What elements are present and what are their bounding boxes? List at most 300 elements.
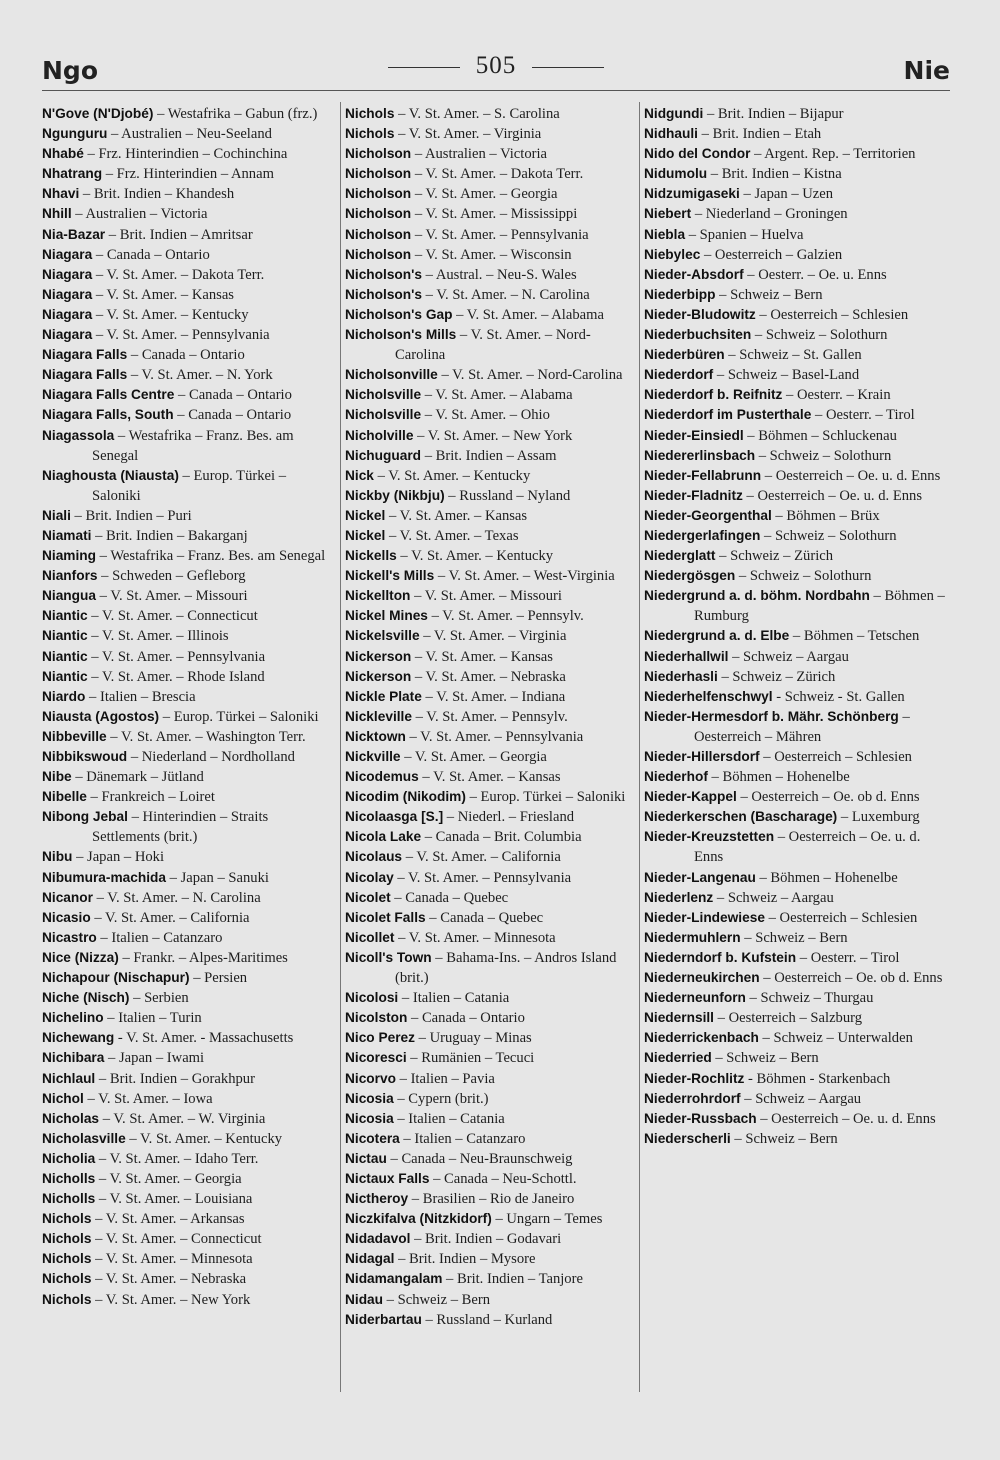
entry-location: – Canada – Neu-Schottl. [429, 1170, 577, 1187]
entry [345, 687, 638, 707]
entry-location: – Bahama-Ins. – Andros Island (brit.) [395, 949, 617, 987]
entry-location: – Europ. Türkei – Saloniki [465, 789, 626, 806]
entry-location: – Brit. Indien – Bakarganj [91, 527, 248, 544]
entry-location: – Rumänien – Tecuci [406, 1050, 535, 1067]
entry-place-name: Nickby (Nikbju) [345, 487, 445, 503]
entry-place-name: Nickel [345, 527, 386, 543]
entry-place-name: Nhavi [42, 186, 80, 202]
entry [644, 586, 946, 626]
entry-place-name: Niederneunforn [644, 990, 746, 1006]
entry [345, 566, 638, 586]
entry-location: – Schweiz – Aargau [740, 1090, 862, 1107]
entry [345, 707, 638, 727]
entry-place-name: Niebylec [644, 246, 701, 262]
entry-location: – V. St. Amer. – Pennsylvania [411, 226, 589, 243]
entry-location: – Westafrika – Franz. Bes. am Senegal [96, 548, 326, 565]
entry [345, 1169, 638, 1189]
entry-location: – Serbien [129, 990, 189, 1007]
entry-location: – Brit. Indien – Mysore [394, 1251, 536, 1268]
entry-place-name: Niali [42, 507, 71, 523]
entry-location: – V. St. Amer. – Alabama [421, 387, 573, 404]
entry-place-name: Nicholas [42, 1110, 100, 1126]
entry [42, 546, 335, 566]
entry [42, 566, 335, 586]
entry [644, 807, 946, 827]
entry-place-name: Nieder-Hillersdorf [644, 749, 760, 764]
entry-place-name: Nicosia [345, 1090, 394, 1106]
entry [42, 727, 335, 747]
entry [345, 164, 638, 184]
entry-location: – Japan – Hoki [72, 849, 165, 866]
entry [644, 827, 946, 867]
entry-place-name: Niederbuchsiten [644, 327, 752, 343]
entry [42, 807, 335, 847]
entry-location: – Canada – Brit. Columbia [421, 829, 582, 846]
entry-place-name: Nicolay [345, 869, 394, 885]
entry-place-name: Nicollet [345, 929, 395, 945]
entry-location: – V. St. Amer. – New York [413, 427, 573, 444]
entry-place-name: Nicholson [345, 206, 412, 222]
entry [644, 1089, 946, 1109]
entry-location: – V. St. Amer. – N. York [127, 367, 273, 384]
entry-place-name: Nickerson [345, 648, 412, 664]
entry [345, 787, 638, 807]
entry-location: – V. St. Amer. – Pennsylvania [405, 728, 584, 745]
entry-place-name: Ngunguru [42, 126, 108, 142]
entry-location: – V. St. Amer. – Louisiana [95, 1191, 253, 1208]
entry [345, 847, 638, 867]
entry [42, 164, 335, 184]
entry-place-name: Niedergösgen [644, 568, 736, 584]
entry [42, 265, 335, 285]
entry-location: – V. St. Amer. – Rhode Island [87, 668, 265, 685]
entry-place-name: Niamati [42, 527, 92, 543]
entry-place-name: Nichols [42, 1231, 92, 1247]
entry [345, 1209, 638, 1229]
entry-place-name: Niantic [42, 608, 88, 624]
entry-place-name: Nicolosi [345, 990, 399, 1006]
entry-place-name: Nidagal [345, 1251, 395, 1267]
entry-location: – Brit. Indien – Etah [698, 126, 822, 143]
entry [644, 1048, 946, 1068]
entry-place-name: Nibelle [42, 789, 87, 805]
entry [345, 466, 638, 486]
entry-location: – V. St. Amer. – Pennsylvania [87, 648, 266, 665]
entry-place-name: Nieder-Russbach [644, 1110, 757, 1126]
entry-place-name: Nieder-Lindewiese [644, 909, 765, 925]
entry-place-name: Niebla [644, 226, 686, 242]
entry-place-name: Nicolaasga [S.] [345, 809, 444, 825]
entry [42, 225, 335, 245]
entry-location: – Brit. Indien – Khandesh [79, 186, 235, 203]
entry-place-name: Nibu [42, 849, 73, 865]
entry [42, 365, 335, 385]
entry-location: - Böhmen - Starkenbach [744, 1070, 891, 1087]
entry [644, 184, 946, 204]
entry [42, 1089, 335, 1109]
entry [42, 1028, 335, 1048]
entry [42, 948, 335, 968]
entry-place-name: Niederhasli [644, 668, 718, 684]
entry [644, 546, 946, 566]
entry [345, 667, 638, 687]
entry [644, 908, 946, 928]
entry [345, 506, 638, 526]
entry-location: – V. St. Amer. – Kentucky [125, 1130, 283, 1147]
entry-location: – Italien – Pavia [395, 1070, 495, 1087]
entry-location: – Oesterreich – Mähren [694, 708, 910, 745]
entry [42, 124, 335, 144]
entry [345, 526, 638, 546]
entry-location: – Oesterreich – Schlesien [764, 909, 918, 926]
entry-place-name: Nieder-Kreuzstetten [644, 829, 775, 845]
entry-location: – V. St. Amer. – Missouri [96, 588, 248, 605]
entry [345, 807, 638, 827]
entry [644, 506, 946, 526]
entry-location: – Australien – Victoria [71, 206, 208, 223]
entry [42, 325, 335, 345]
entry [644, 345, 946, 365]
entry-place-name: Niebert [644, 206, 692, 222]
entry-location: – V. St. Amer. – Georgia [95, 1170, 242, 1187]
entry-location: – Canada – Quebec [390, 889, 509, 906]
entry-place-name: Nichuguard [345, 447, 422, 463]
entry-place-name: Nicasio [42, 909, 91, 925]
entry-location: – Schweiz – Solothurn [751, 327, 888, 344]
entry [345, 104, 638, 124]
entry [644, 948, 946, 968]
entry [345, 245, 638, 265]
entry-location: – V. St. Amer. – Nebraska [411, 668, 566, 685]
entry-place-name: Niederhof [644, 769, 708, 785]
entry-location: – V. St. Amer. – Pennsylv. [427, 608, 584, 625]
column-2 [345, 104, 638, 1330]
entry-location: - V. St. Amer. - Massachusetts [114, 1030, 294, 1047]
entry-location: – Canada – Quebec [425, 909, 544, 926]
entry-place-name: Nichols [42, 1251, 92, 1267]
entry-location: – V. St. Amer. – Indiana [421, 688, 566, 705]
entry [345, 888, 638, 908]
entry-place-name: Nicholson's Mills [345, 327, 457, 343]
entry-location: – Brit. Indien – Puri [70, 507, 192, 524]
entry-location: – V. St. Amer. – Minnesota [394, 929, 556, 946]
entry-location: – V. St. Amer. – California [90, 909, 250, 926]
entry [644, 928, 946, 948]
column-1 [42, 104, 335, 1310]
entry-place-name: Nicholson's [345, 266, 423, 282]
entry [345, 486, 638, 506]
entry-place-name: Niardo [42, 688, 86, 704]
entry [42, 345, 335, 365]
entry-location: – Brit. Indien – Bijapur [703, 106, 844, 122]
entry [42, 707, 335, 727]
entry-location: – Spanien – Huelva [685, 226, 804, 243]
entry-place-name: Nicholson [345, 146, 412, 162]
entry [345, 767, 638, 787]
entry-place-name: Niederried [644, 1050, 712, 1066]
entry-place-name: Nicholson's [345, 286, 423, 302]
entry [42, 405, 335, 425]
entry [644, 405, 946, 425]
entry [644, 767, 946, 787]
entry [42, 1048, 335, 1068]
entry-place-name: Nickell's Mills [345, 568, 435, 584]
entry-place-name: Niaghousta (Niausta) [42, 467, 179, 483]
entry-location: – Oesterr. – Tirol [811, 407, 915, 424]
entry-location: – Russland – Kurland [421, 1311, 553, 1328]
entry-location: – Canada – Ontario [173, 407, 292, 424]
entry-place-name: Nidhauli [644, 126, 698, 142]
entry [42, 1129, 335, 1149]
entry [644, 787, 946, 807]
entry-place-name: Niederndorf b. Kufstein [644, 949, 797, 965]
entry [345, 1290, 638, 1310]
entry-location: – Cypern (brit.) [393, 1090, 489, 1107]
entry-place-name: Niderbartau [345, 1311, 422, 1327]
entry-place-name: Nhill [42, 206, 72, 222]
entry-location: – Schweiz – Thurgau [745, 990, 874, 1007]
entry-place-name: Niagassola [42, 427, 115, 443]
entry [644, 245, 946, 265]
entry-place-name: Nicholia [42, 1150, 96, 1166]
entry [345, 586, 638, 606]
entry [42, 928, 335, 948]
entry-place-name: Nidau [345, 1291, 384, 1307]
entry [345, 1269, 638, 1289]
entry-location: – Brit. Indien – Kistna [707, 166, 842, 183]
entry-place-name: Nicolston [345, 1010, 408, 1026]
entry [644, 687, 946, 707]
entry [345, 285, 638, 305]
entry-location: – Niederland – Nordholland [127, 749, 295, 765]
entry [42, 305, 335, 325]
entry-place-name: Nieder-Langenau [644, 869, 756, 885]
entry [42, 1249, 335, 1269]
entry-location: – Australien – Neu-Seeland [107, 126, 272, 143]
entry-location: – Austral. – Neu-S. Wales [422, 266, 577, 283]
entry [42, 466, 335, 506]
entry [345, 265, 638, 285]
entry [42, 1008, 335, 1028]
entry [345, 868, 638, 888]
entry [644, 1028, 946, 1048]
entry-place-name: Nianfors [42, 568, 98, 584]
entry-location: – Böhmen – Schluckenau [743, 427, 897, 444]
entry [345, 1089, 638, 1109]
entry [644, 225, 946, 245]
entry-location: – Schweiz – Bern [711, 1050, 819, 1067]
entry-place-name: Nicholson [345, 166, 412, 182]
entry [42, 606, 335, 626]
entry [345, 1189, 638, 1209]
entry [345, 405, 638, 425]
entry-location: – V. St. Amer. – West-Virginia [434, 568, 615, 585]
entry-location: – Brit. Indien – Gorakhpur [95, 1070, 255, 1087]
entry-location: – Brit. Indien – Amritsar [105, 226, 253, 243]
entry-location: – V. St. Amer. – Washington Terr. [106, 728, 306, 745]
entry-place-name: Nicoll's Town [345, 949, 432, 965]
entry [644, 204, 946, 224]
entry-place-name: Nickells [345, 548, 397, 564]
entry-location: – V. St. Amer. – Kansas [411, 648, 553, 665]
entry [644, 164, 946, 184]
entry-place-name: Niczkifalva (Nitzkidorf) [345, 1211, 492, 1227]
header-rule-right [532, 67, 604, 68]
entry-location: – Oesterreich – Oe. u. d. Enns [756, 1110, 936, 1127]
entry-place-name: Niagara Falls [42, 347, 128, 363]
entry-location: – Westafrika – Franz. Bes. am Senegal [92, 427, 294, 464]
entry-location: – V. St. Amer. – N. Carolina [422, 286, 590, 303]
entry [345, 1109, 638, 1129]
entry [42, 1069, 335, 1089]
entry-place-name: Niederlenz [644, 889, 714, 905]
entry-place-name: Nicholville [345, 427, 414, 443]
entry [42, 888, 335, 908]
entry-location: – Schweiz – Bern [715, 286, 823, 303]
entry [644, 1008, 946, 1028]
entry-place-name: Nicola Lake [345, 829, 422, 845]
entry [42, 626, 335, 646]
entry-place-name: Nieder-Einsiedl [644, 427, 744, 443]
page-header [42, 46, 950, 91]
entry-location: – Schweiz – Basel-Land [713, 367, 860, 384]
entry-place-name: Niantic [42, 668, 88, 684]
entry-place-name: Nido del Condor [644, 146, 751, 162]
entry-location: – Niederland – Groningen [691, 206, 848, 223]
entry-place-name: Nidamangalam [345, 1271, 443, 1287]
entry [42, 245, 335, 265]
entry [42, 1229, 335, 1249]
entry-place-name: Nichols [42, 1211, 92, 1227]
entry-place-name: Nicolaus [345, 849, 403, 865]
entry-place-name: Nicorvo [345, 1070, 396, 1086]
entry-location: – V. St. Amer. – California [402, 849, 561, 866]
entry-location: – Luxemburg [837, 809, 920, 826]
entry-location: – V. St. Amer. – N. Carolina [92, 889, 261, 906]
entry [644, 647, 946, 667]
entry-place-name: Nicholson [345, 246, 412, 262]
entry-place-name: Niedergrund a. d. böhm. Nordbahn [644, 588, 870, 604]
entry [644, 988, 946, 1008]
entry-location: – Argent. Rep. – Territorien [750, 146, 916, 163]
entry-location: – V. St. Amer. – Kansas [92, 286, 234, 303]
entry-location: – Oesterreich – Galzien [700, 246, 843, 263]
entry-place-name: Niederdorf b. Reifnitz [644, 387, 783, 403]
entry [345, 225, 638, 245]
entry-place-name: Niagara [42, 246, 93, 262]
entry-place-name: Nicotera [345, 1130, 400, 1146]
entry-place-name: Niederscherli [644, 1130, 731, 1146]
entry-location: – V. St. Amer. – Georgia [400, 749, 547, 765]
entry-place-name: Niederbipp [644, 286, 716, 302]
entry [42, 104, 335, 124]
entry-place-name: Nictheroy [345, 1191, 409, 1207]
entry-location: – V. St. Amer. – Texas [385, 527, 519, 544]
entry-location: – Böhmen – Hohenelbe [707, 769, 850, 786]
entry-location: – Niederl. – Friesland [443, 809, 575, 826]
entry-location: – Schweden – Gefleborg [97, 568, 246, 585]
entry-location: – Brasilien – Rio de Janeiro [408, 1191, 575, 1208]
entry [644, 265, 946, 285]
entry [644, 526, 946, 546]
entry [345, 988, 638, 1008]
entry-place-name: Nibumura-machida [42, 869, 166, 885]
entry-location: – V. St. Amer. – Pennsylvania [92, 327, 270, 344]
entry-place-name: Nichewang [42, 1030, 115, 1046]
entry [345, 626, 638, 646]
entry-location: – Dänemark – Jütland [71, 769, 204, 786]
entry [644, 566, 946, 586]
entry-location: – Böhmen – Brüx [771, 507, 880, 524]
entry-place-name: Nieder-Kappel [644, 789, 737, 805]
entry-location: – V. St. Amer. – Idaho Terr. [95, 1150, 259, 1167]
entry [644, 486, 946, 506]
entry-location: – Italien – Catania [398, 990, 510, 1007]
entry-place-name: Niausta (Agostos) [42, 708, 160, 724]
entry-location: – Frankr. – Alpes-Maritimes [118, 949, 288, 966]
entry-location: – Schweiz – St. Gallen [724, 347, 862, 364]
entry [644, 385, 946, 405]
entry [345, 1069, 638, 1089]
entry-location: – V. St. Amer. – Virginia [394, 126, 542, 143]
entry [42, 747, 335, 767]
entry-location: – V. St. Amer. – Missouri [410, 588, 562, 605]
entry-place-name: Nickle Plate [345, 688, 422, 704]
entry [345, 1229, 638, 1249]
entry [345, 184, 638, 204]
entry-place-name: Niagara Falls Centre [42, 387, 175, 403]
entry-place-name: Nicholls [42, 1170, 96, 1186]
entry-place-name: Niederhelfenschwyl [644, 688, 773, 704]
entry-location: – Canada – Ontario [174, 387, 292, 404]
entry [345, 446, 638, 466]
entry [345, 1149, 638, 1169]
entry [42, 1269, 335, 1289]
entry-place-name: Nicosia [345, 1110, 394, 1126]
entry-location: – Oesterreich – Salzburg [713, 1010, 863, 1027]
entry [42, 687, 335, 707]
entry-place-name: Niedermuhlern [644, 929, 741, 945]
entry-location: – Frz. Hinterindien – Annam [102, 166, 274, 183]
entry [42, 908, 335, 928]
entry-location: – V. St. Amer. – Mississippi [411, 206, 578, 223]
entry [42, 868, 335, 888]
entry [644, 968, 946, 988]
entry [345, 1028, 638, 1048]
entry-place-name: Niagara [42, 286, 93, 302]
entry-place-name: Niederrohrdorf [644, 1090, 741, 1106]
entry-location: – Brit. Indien – Godavari [410, 1231, 562, 1248]
entry-location: – Canada – Neu-Braunschweig [386, 1150, 573, 1167]
entry-location: – V. St. Amer. – Connecticut [87, 608, 258, 625]
entry-place-name: Nicolet [345, 889, 391, 905]
entry [345, 1048, 638, 1068]
entry-place-name: Nickelsville [345, 628, 420, 644]
entry-location: – V. St. Amer. – Kansas [385, 507, 528, 524]
entry [644, 426, 946, 446]
entry [42, 1109, 335, 1129]
entry-place-name: Nicholsonville [345, 367, 438, 383]
entry [345, 1249, 638, 1269]
entry [42, 847, 335, 867]
entry [644, 325, 946, 345]
entry [345, 365, 638, 385]
entry [644, 285, 946, 305]
entry [644, 144, 946, 164]
entry [345, 426, 638, 446]
entry [345, 747, 638, 767]
entry [345, 124, 638, 144]
